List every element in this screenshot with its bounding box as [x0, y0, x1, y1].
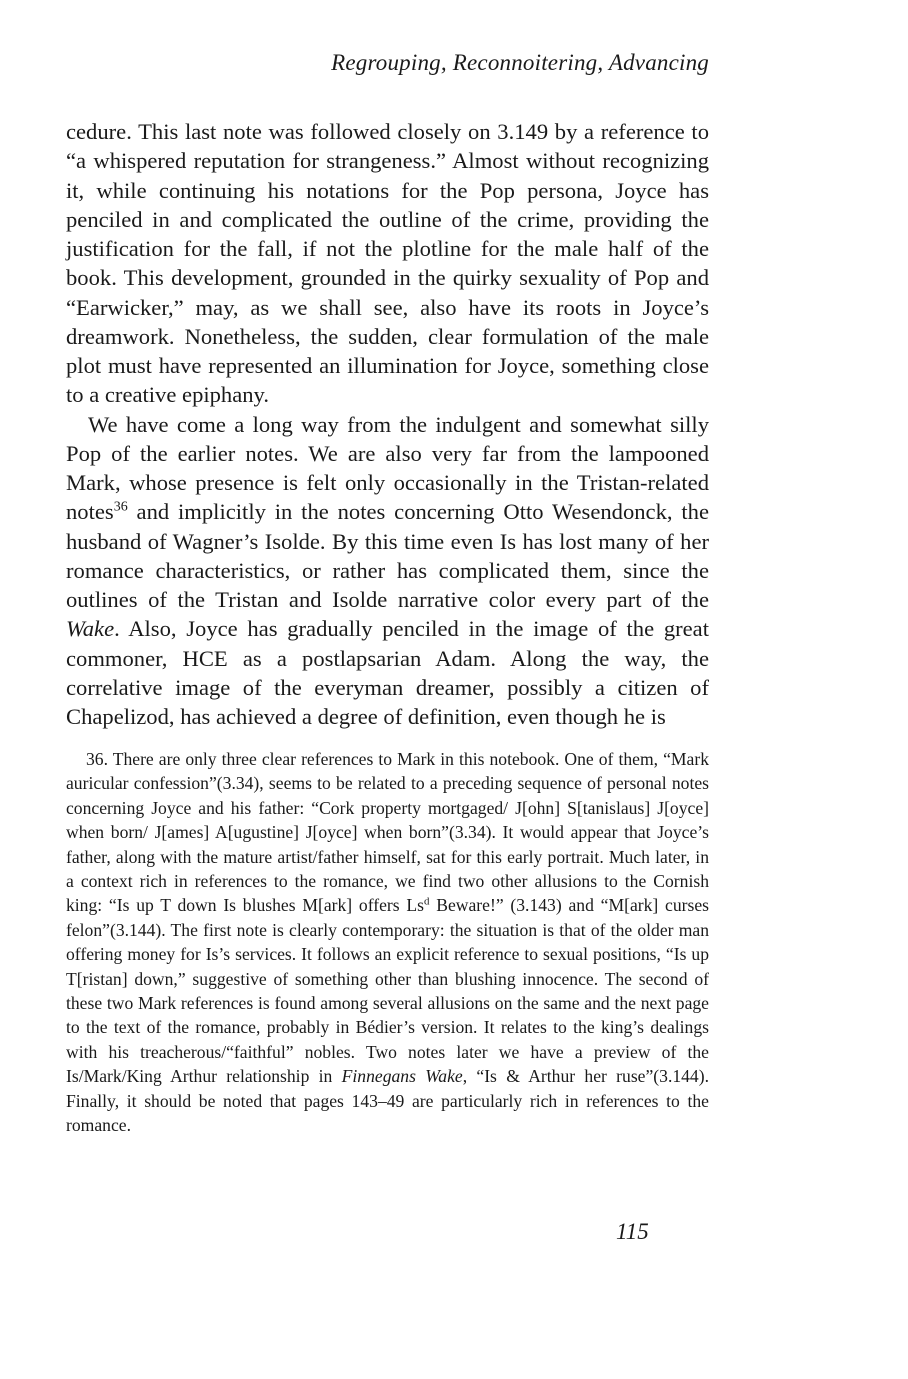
footnote-part-b: Beware!” (3.143) and “M[ark] curses felon”(3.144). The first note is clearly contemporary: the situation is that of the older man offering money for Is’s services. It follows an explicit reference to sexual positions, “Is up T[ristan] down,” suggestive of something other than blushing innocence. The second of these two Mark references is found among several allusions on the same and the next page to the text of the romance, probably in Bédier’s version. It relates to the king’s dealings with his treacherous/“faithful” nobles. Two notes later we have a preview of the Is/Mark/King Arthur relationship in [66, 895, 710, 1087]
finnegans-wake-title-italic: Finnegans Wake [341, 1066, 463, 1087]
paragraph-2-part-b: and implicitly in the notes concerning Otto Wesendonck, the husband of Wagner’s Isolde. By this time even Is has lost many of her romance characteristics, or rather has complicated them, since the outlines of the Tristan and Isolde narrative color every part of the [66, 499, 709, 612]
paragraph-1: cedure. This last note was followed closely on 3.149 by a reference to “a whispered reputation for strangeness.” Almost without recognizing it, while continuing his notations for the Pop persona, Joyce has penciled in and complicated the outline of the crime, providing the justification for the fall, if not the plotline for the male half of the book. This development, grounded in the quirky sexuality of Pop and “Earwicker,” may, as we shall see, also have its roots in Joyce’s dreamwork. Nonetheless, the sudden, clear formulation of the male plot must have represented an illumination for Joyce, something close to a creative epiphany. [66, 119, 709, 408]
running-head: Regrouping, Reconnoitering, Advancing [331, 50, 709, 75]
book-page [66, 0, 709, 1379]
footnote-reference-36: 36 [113, 499, 128, 515]
paragraph-2-part-c: . Also, Joyce has gradually penciled in the image of the great commoner, HCE as a postlapsarian Adam. Along the way, the correlative image of the everyman dreamer, possibly a citizen of Chapelizod, has achieved a degree of definition, even though he is [66, 616, 709, 729]
footnote-part-a: 36. There are only three clear references to Mark in this notebook. One of them, “Mark auricular confession”(3.34), seems to be related to a preceding sequence of personal notes concerning Joyce and his father: “Cork property mortgaged/ J[ohn] S[tanislaus] J[oyce] when born/ J[ames] A[ugustine] J[oyce] when born”(3.34). It would appear that Joyce’s father, along with the mature artist/father himself, sat for this early portrait. Much later, in a context rich in references to the romance, we find two other allusions to the Cornish king: “Is up T down Is blushes M[ark] offers Ls [66, 749, 709, 916]
paragraph-2 [66, 410, 709, 732]
footnote-36 [66, 747, 709, 1138]
paragraph-2-part-a: We have come a long way from the indulgent and somewhat silly Pop of the earlier notes. We are also very far from the lampooned Mark, whose presence is felt only occasionally in the Tristan-related notes [66, 411, 709, 525]
body-text [66, 117, 709, 731]
footnote-paragraph [66, 747, 709, 1138]
footnote-superscript-d: d [424, 895, 430, 908]
wake-title-italic: Wake [66, 616, 115, 642]
footnote-part-c: , “Is & Arthur her ruse”(3.144). Finally, it should be noted that pages 143–49 are particularly rich in references to the romance. [66, 1066, 709, 1136]
page-number: 115 [616, 1219, 649, 1244]
